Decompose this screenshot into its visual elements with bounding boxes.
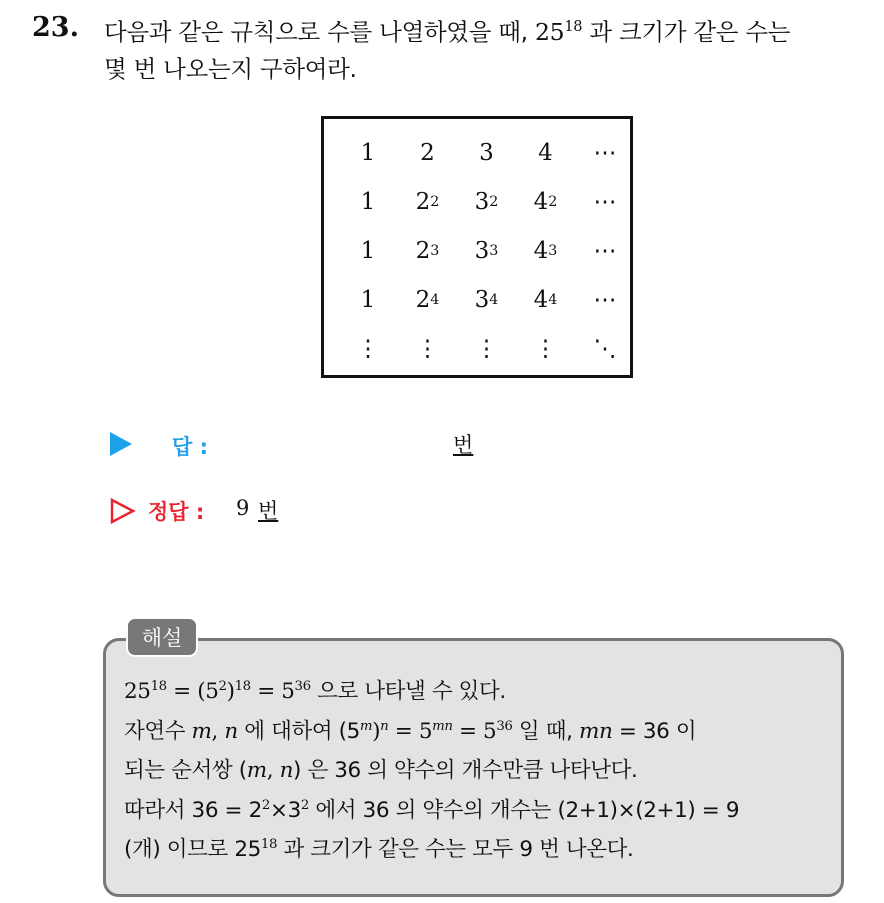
cell-base: 1 [360,188,376,215]
table-cell [516,324,575,373]
cell-base: ⋱ [593,335,617,362]
table-cell: 4 4 [533,286,558,313]
answer-row [108,429,508,465]
solution-text [124,672,839,870]
number-pattern-table [321,116,633,378]
solution-line-4: 따라서 $36 = 2^2\times 3^2$ 에서 36 의 약수의 개수는 (2+1)×(2+1) = 9 [124,797,740,823]
solution-line-2: 자연수 m, n 에 대하여 $(5^m)^n = 5^{mn} = 5^{36}$ 일 때, mn = 36 이 [124,718,697,744]
cell-base: ⋯ [593,188,617,215]
table-cell [575,177,635,226]
cell-base: 1 [360,140,376,166]
cell-base: 3 [474,188,490,215]
table-cell [457,129,516,177]
cell-base: ⋯ [593,237,617,264]
outline-arrow-icon [110,498,136,524]
question-number: 23. [32,12,79,43]
table-cell: 3 4 [474,286,499,313]
cell-base: 3 [474,237,490,264]
table-cell [575,324,635,373]
question-base: 25 [535,18,565,46]
cell-base: ⋯ [593,286,617,313]
correct-answer-row [108,494,408,530]
cell-base: 4 [533,237,549,264]
play-arrow-icon [110,432,132,456]
table-cell [338,275,398,324]
question-text-segment: 다음과 같은 규칙으로 수를 나열하였을 때, [104,18,536,46]
cell-base: ⋮ [475,335,498,362]
cell-base: 4 [533,286,549,313]
cell-base: 3 [479,140,494,166]
table-cell: 4 3 [533,237,558,264]
answer-unit: 번 [453,433,474,457]
cell-base: 1 [360,286,376,313]
cell-base: 4 [538,140,553,166]
table-cell [398,324,457,373]
cell-base: 4 [533,188,549,215]
question-text-segment: 과 크기가 같은 수는 [582,18,791,46]
correct-answer-label: 정답 : [148,500,205,524]
table-cell [575,226,635,275]
cell-base: ⋯ [593,140,617,166]
table-cell [398,129,457,177]
question-line-1 [104,14,874,51]
table-cell: 3 2 [474,188,499,215]
question-line-2: 몇 번 나오는지 구하여라. [104,55,357,83]
cell-base: 2 [415,286,431,313]
correct-answer-value: 9 [236,496,250,520]
cell-base: ⋮ [356,335,380,362]
table-cell: 2 3 [415,237,440,264]
solution-line-5: (개) 이므로 $25^{18}$ 과 크기가 같은 수는 모두 9 번 나온다. [124,836,634,862]
answer-label: 답 : [172,435,208,459]
number-pattern-grid [338,129,635,373]
cell-base: ⋮ [534,335,557,362]
solution-line-3: 되는 순서쌍 (m, n) 은 36 의 약수의 개수만큼 나타난다. [124,758,638,783]
cell-base: 2 [420,140,435,166]
table-cell [575,275,635,324]
table-cell [338,324,398,373]
table-cell [516,129,575,177]
table-cell: 4 2 [533,188,558,215]
question-text [104,14,874,88]
question-exponent: 18 [564,17,583,35]
table-cell [338,129,398,177]
cell-base: 1 [360,237,376,264]
correct-answer-unit: 번 [258,499,279,523]
table-cell: 3 3 [474,237,499,264]
cell-base: 3 [474,286,490,313]
solution-tab: 해설 [126,617,198,657]
table-cell [575,129,635,177]
table-cell [338,226,398,275]
table-cell: 2 4 [415,286,440,313]
table-cell [457,324,516,373]
cell-base: ⋮ [416,335,439,362]
solution-line-1: $25^{18} = (5^2)^{18} = 5^{36}$ 으로 나타낼 수 있다. [124,678,506,704]
table-cell: 2 2 [415,188,440,215]
cell-base: 2 [415,237,431,264]
table-cell [338,177,398,226]
cell-base: 2 [415,188,431,215]
